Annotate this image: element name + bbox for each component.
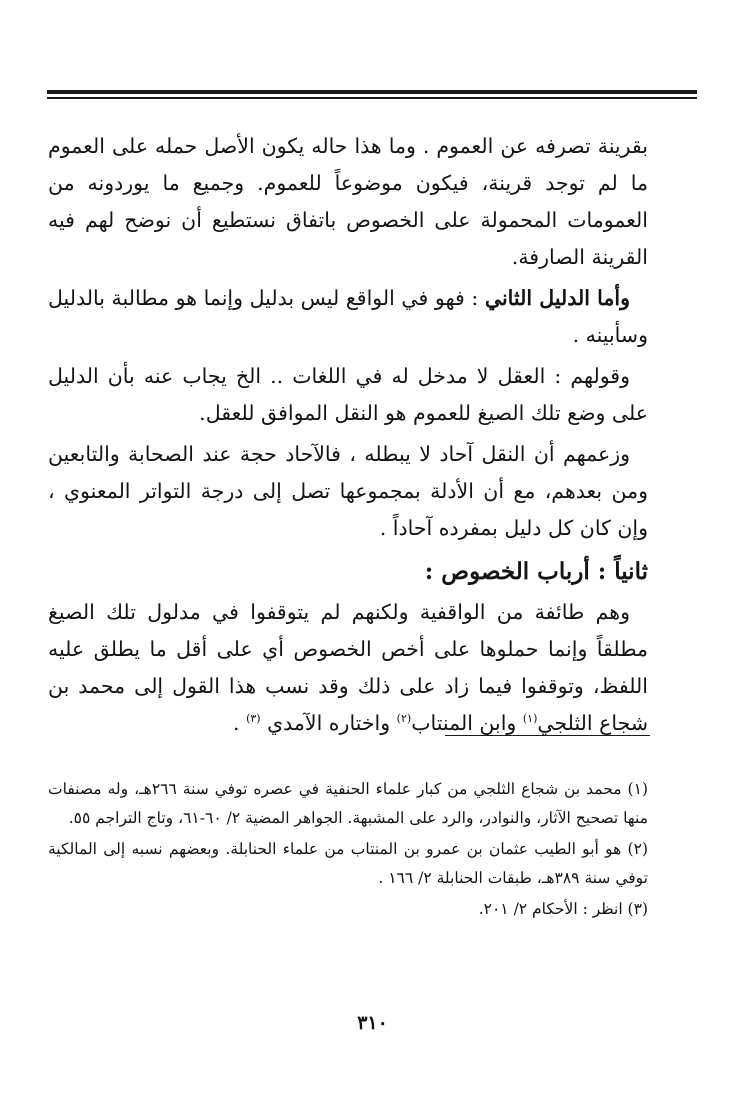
paragraph-2-text: : فهو في الواقع ليس بدليل وإنما هو مطالبة بالدليل وسأبينه . [48, 286, 648, 347]
section-heading: ثانياً : أرباب الخصوص : [424, 558, 648, 585]
footnote-ref-2[interactable]: (٢) [396, 712, 412, 726]
main-text [48, 128, 648, 746]
footnote-2: (٢) هو أبو الطيب عثمان بن عمرو بن المنتاب من علماء الحنابلة. وبعضهم نسبه إلى المالكية توفي سنة ٣٨٩هـ، طبقات الحنابلة ٢/ ١٦٦ . [48, 840, 648, 887]
paragraph-5-part3: واختاره الآمدي [260, 711, 397, 735]
paragraph-5-part4: . [233, 711, 247, 735]
header-rule-thin [47, 97, 697, 99]
footnote-divider [445, 735, 650, 736]
paragraph-2 [48, 280, 648, 354]
footnote-3: (٣) انظر : الأحكام ٢/ ٢٠١. [478, 900, 648, 918]
paragraph-5 [48, 594, 648, 742]
footnote-1: (١) محمد بن شجاع الثلجي من كبار علماء الحنفية في عصره توفي سنة ٢٦٦هـ، وله مصنفات منها تصحيح الآثار، والنوادر، والرد على المشبهة. الجواهر المضية ٢/ ٦٠-٦١، وتاج التراجم ٥٥. [48, 780, 648, 827]
paragraph-5-part2: وابن المنتاب [411, 711, 523, 735]
page-number: ٣١٠ [357, 1012, 388, 1034]
paragraph-2-lead: وأما الدليل الثاني [484, 286, 631, 310]
footnotes [48, 775, 648, 926]
paragraph-4: وزعمهم أن النقل آحاد لا يبطله ، فالآحاد حجة عند الصحابة والتابعين ومن بعدهم، مع أن الأدلة بمجموعها تصل إلى درجة التواتر المعنوي ، وإن كان كل دليل بمفرده آحاداً . [48, 442, 648, 540]
footnote-ref-3[interactable]: (٣) [246, 712, 261, 726]
paragraph-5-part1: وهم طائفة من الواقفية ولكنهم لم يتوقفوا في مدلول تلك الصيغ مطلقاً وإنما حملوها على أخص الخصوص أي على أقل ما يطلق عليه اللفظ، وتوقفوا فيما زاد على ذلك وقد نسب هذا القول إلى محمد بن شجاع الثلجي [48, 600, 648, 735]
header-rule-thick [47, 90, 697, 94]
paragraph-1: بقرينة تصرفه عن العموم . وما هذا حاله يكون الأصل حمله على العموم ما لم توجد قرينة، فيكون موضوعاً للعموم. وجميع ما يوردونه من العمومات المحمولة على الخصوص باتفاق نستطيع أن نوضح لهم فيه القرينة الصارفة. [48, 134, 648, 269]
footnote-ref-1[interactable]: (١) [522, 712, 538, 726]
paragraph-3: وقولهم : العقل لا مدخل له في اللغات .. الخ يجاب عنه بأن الدليل على وضع تلك الصيغ للعموم هو النقل الموافق للعقل. [48, 364, 648, 425]
